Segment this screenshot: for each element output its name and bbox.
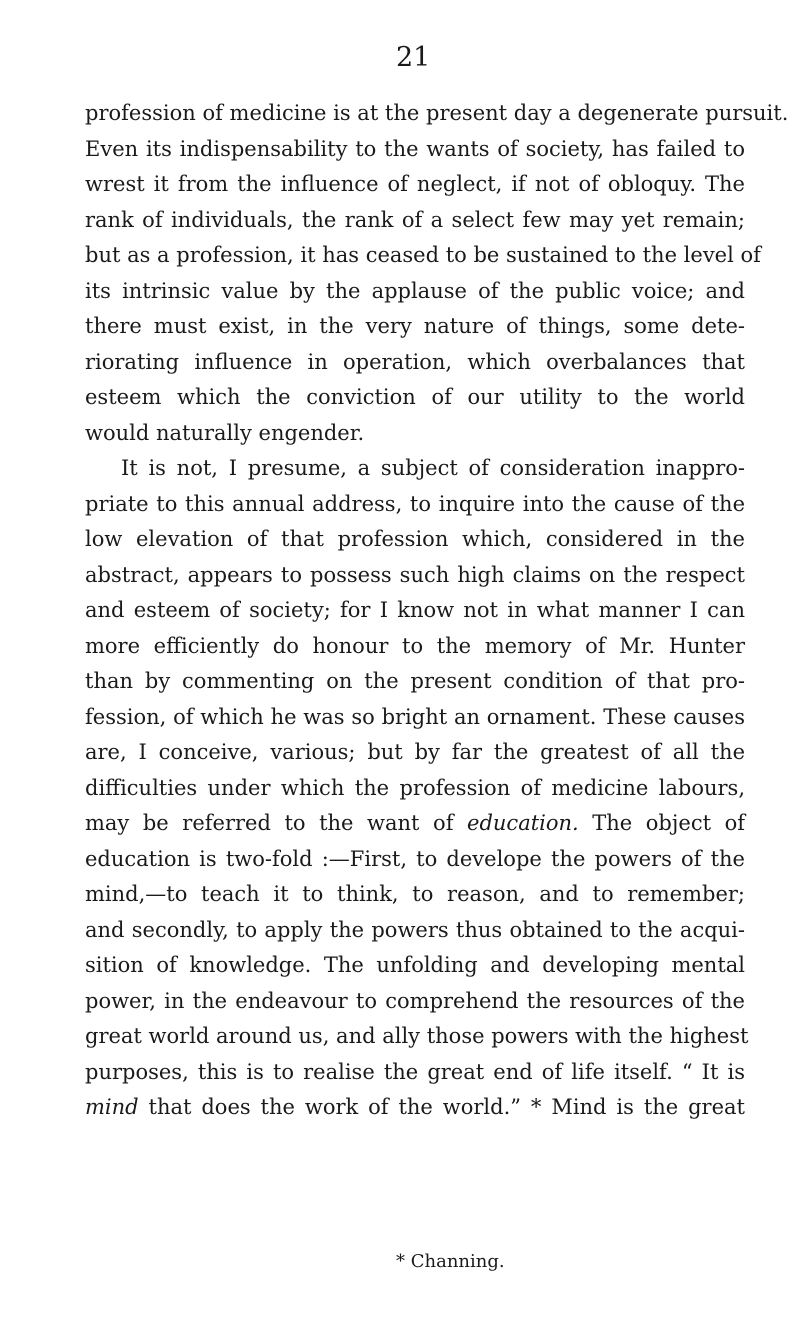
italic-education: education. [467,811,579,835]
paragraph-start-line: It is not, I presume, a subject of consideration inappro- [121,456,745,480]
italic-mind: mind [85,1095,139,1119]
text-line: are, I conceive, various; but by far the greatest of all the [85,740,745,764]
text-line: and secondly, to apply the powers thus obtained to the acqui- [85,917,745,942]
text-line: rank of individuals, the rank of a select few may yet remain; [85,207,745,232]
text-line: priate to this annual address, to inquire into the cause of the [85,491,745,516]
text-line: wrest it from the influence of neglect, if not of obloquy. The [85,172,745,196]
paragraph-end-line: would naturally engender. [85,420,365,445]
text-line: power, in the endeavour to comprehend the resources of the [85,988,745,1013]
text-line: more efficiently do honour to the memory of Mr. Hunter [85,633,745,658]
text-line: difficulties under which the profession of medicine labours, [85,775,745,800]
text-line: fession, of which he was so bright an ornament. These causes [85,704,745,729]
text-line: its intrinsic value by the applause of the public voice; and [85,278,745,303]
text-line-education [85,806,745,842]
text-line: education is two-fold :—First, to develope the powers of the [85,846,745,871]
text-line: esteem which the conviction of our utility to the world [85,385,745,409]
text-line: profession of medicine is at the present day a degenerate pursuit. [85,101,789,125]
text-line: purposes, this is to realise the great end of life itself. “ It is [85,1059,745,1084]
line-segment: may be referred to the want of [85,811,468,835]
page-number: 21 [396,42,431,73]
text-line-mind [85,1090,745,1126]
text-line: riorating influence in operation, which overbalances that [85,349,745,374]
line-segment: that does the work of the world.” * Mind is the great [138,1095,745,1119]
body-text [85,96,789,1126]
text-line: there must exist, in the very nature of things, some dete- [85,314,745,338]
text-line: low elevation of that profession which, considered in the [85,527,745,551]
text-line: sition of knowledge. The unfolding and developing mental [85,953,745,977]
text-line: Even its indispensability to the wants of society, has failed to [85,136,745,161]
text-line: than by commenting on the present condition of that pro- [85,669,745,693]
footnote: * Channing. [396,1251,505,1272]
text-line: abstract, appears to possess such high claims on the respect [85,562,745,587]
text-line: and esteem of society; for I know not in what manner I can [85,598,745,622]
line-segment: The object of [578,811,745,835]
text-line: but as a profession, it has ceased to be sustained to the level of [85,243,761,267]
text-line: mind,—to teach it to think, to reason, and to remember; [85,882,745,906]
text-line: great world around us, and ally those powers with the highest [85,1024,749,1048]
